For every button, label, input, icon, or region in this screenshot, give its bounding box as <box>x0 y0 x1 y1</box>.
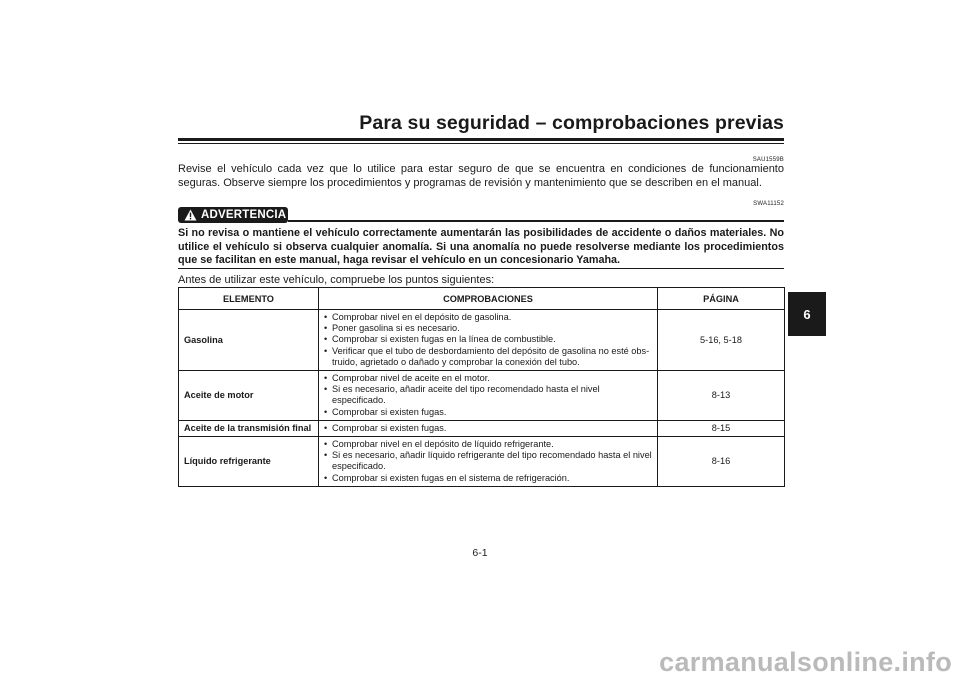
row-page: 8-16 <box>658 437 785 487</box>
row-page: 8-15 <box>658 420 785 436</box>
title-rule-thin <box>178 143 784 144</box>
row-page: 8-13 <box>658 371 785 421</box>
table-row <box>179 420 785 436</box>
table-row <box>179 371 785 421</box>
page-number: 6-1 <box>472 547 488 559</box>
pre-table-text: Antes de utilizar este vehículo, compruebe los puntos siguientes: <box>178 274 495 286</box>
warning-header <box>178 207 784 223</box>
row-item: Gasolina <box>179 310 319 371</box>
warning-text: Si no revisa o mantiene el vehículo correctamente aumentarán las posibilidades de accidente o daños materiales. No utilice el vehículo si observa cualquier anomalía. Si una anomalía no puede resolverse mediante los procedimientos que se facilitan en este manual, haga revisar el vehículo en un concesionario Yamaha. <box>178 227 784 266</box>
chapter-tab: 6 <box>788 292 826 336</box>
row-item: Líquido refrigerante <box>179 437 319 487</box>
intro-paragraph: Revise el vehículo cada vez que lo utilice para estar seguro de que se encuentra en condiciones de funcionamiento seguras. Observe siempre los procedimientos y programas de revisión y mantenimiento que se describen en el manual. <box>178 163 784 189</box>
column-header-page: PÁGINA <box>658 288 785 310</box>
check-item: • Comprobar nivel de aceite en el motor. <box>324 373 652 384</box>
watermark: carmanualsonline.info <box>659 647 952 677</box>
warning-badge <box>178 207 288 223</box>
column-header-element: ELEMENTO <box>179 288 319 310</box>
warning-rule <box>288 220 784 222</box>
check-item: • Comprobar si existen fugas en la línea de combustible. <box>324 334 652 345</box>
page-title: Para su seguridad – comprobaciones previas <box>359 112 784 134</box>
table-header-row <box>179 288 785 310</box>
check-item: • Comprobar si existen fugas en el sistema de refrigeración. <box>324 473 652 484</box>
check-item: • Verificar que el tubo de desbordamiento del depósito de gasolina no esté obs- truido, agrietado o dañado y comprobar la conexión del tubo. <box>324 346 652 368</box>
row-checks <box>319 310 658 371</box>
warning-end-rule <box>178 268 784 269</box>
row-checks <box>319 420 658 436</box>
warning-triangle-icon <box>184 209 197 221</box>
check-item: • Si es necesario, añadir aceite del tipo recomendado hasta el nivel especificado. <box>324 384 652 406</box>
check-item: • Comprobar nivel en el depósito de líquido refrigerante. <box>324 439 652 450</box>
check-item: • Poner gasolina si es necesario. <box>324 323 652 334</box>
check-item: • Comprobar si existen fugas. <box>324 407 652 418</box>
row-item: Aceite de la transmisión final <box>179 420 319 436</box>
check-item: • Comprobar nivel en el depósito de gasolina. <box>324 312 652 323</box>
pre-operation-checklist-table <box>178 287 785 487</box>
intro-reference-code: SAU1559B <box>752 157 784 163</box>
check-item: • Comprobar si existen fugas. <box>324 423 652 434</box>
row-checks <box>319 371 658 421</box>
table-row <box>179 310 785 371</box>
title-rule <box>178 138 784 141</box>
row-item: Aceite de motor <box>179 371 319 421</box>
warning-label: ADVERTENCIA <box>201 209 287 221</box>
check-item: • Si es necesario, añadir líquido refrigerante del tipo recomendado hasta el nivel especificado. <box>324 450 652 472</box>
row-checks <box>319 437 658 487</box>
warning-reference-code: SWA11152 <box>753 201 784 207</box>
table-row <box>179 437 785 487</box>
column-header-checks: COMPROBACIONES <box>319 288 658 310</box>
row-page: 5-16, 5-18 <box>658 310 785 371</box>
